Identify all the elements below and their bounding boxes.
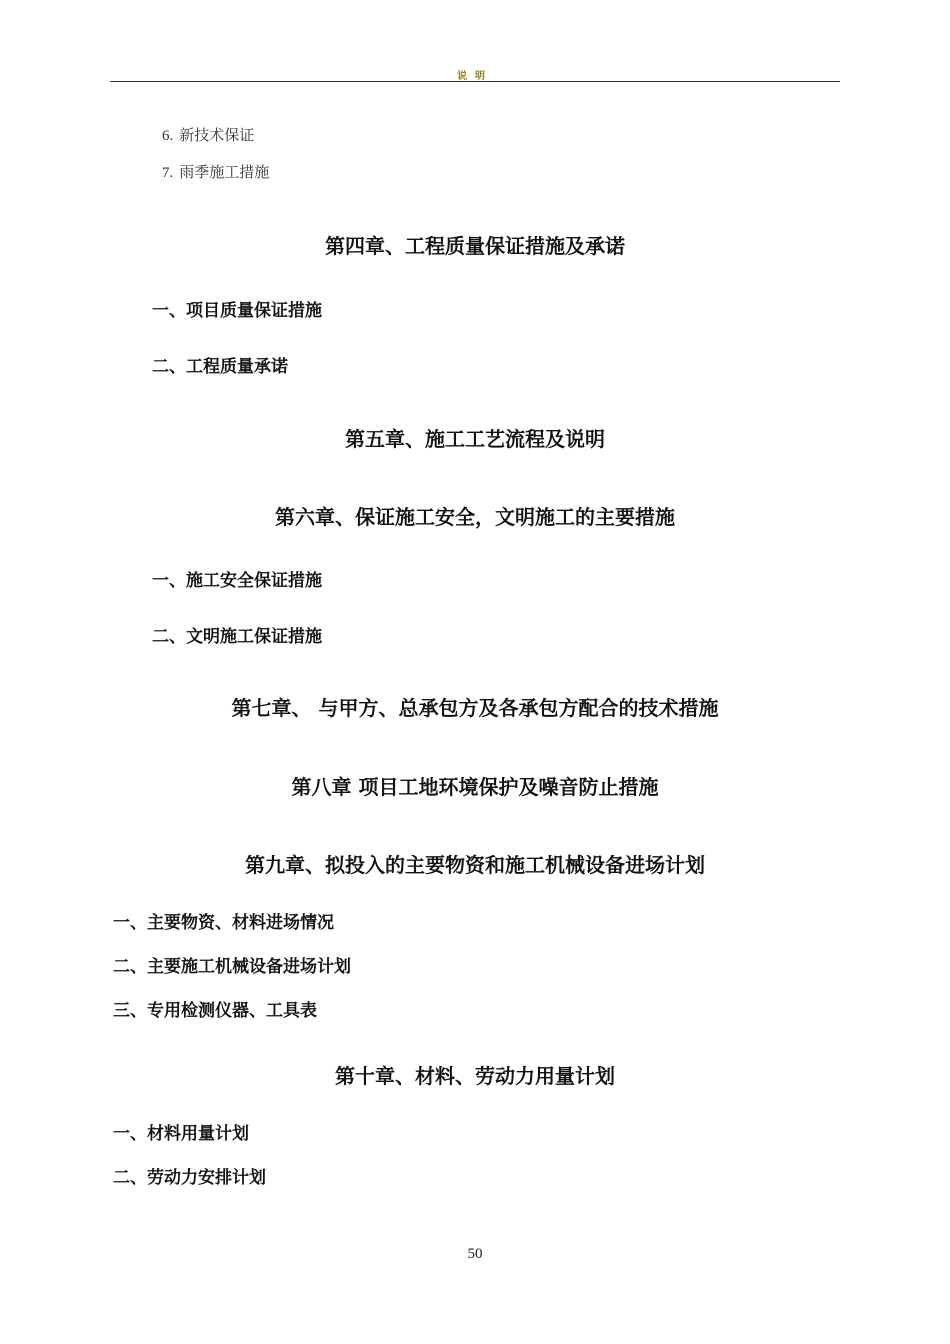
running-header: 说明 [457, 71, 493, 82]
chapter-title-4: 第四章、工程质量保证措施及承诺 [325, 234, 625, 258]
chapter-title-5: 第五章、施工工艺流程及说明 [345, 427, 605, 451]
list-item-number: 7. [162, 165, 174, 181]
list-item [162, 161, 269, 182]
chapter-title-10: 第十章、材料、劳动力用量计划 [335, 1064, 615, 1088]
section-heading: 三、专用检测仪器、工具表 [113, 1001, 317, 1021]
list-item-text: 雨季施工措施 [179, 163, 270, 181]
section-heading: 一、项目质量保证措施 [152, 301, 322, 321]
section-heading: 二、劳动力安排计划 [113, 1168, 266, 1188]
chapter-title-9: 第九章、拟投入的主要物资和施工机械设备进场计划 [245, 853, 705, 877]
page-number: 50 [467, 1246, 483, 1262]
list-item-number: 6. [162, 128, 174, 144]
chapter-title-8: 第八章 项目工地环境保护及噪音防止措施 [291, 775, 659, 799]
header-divider [110, 81, 840, 82]
chapter-title-6: 第六章、保证施工安全，文明施工的主要措施 [275, 505, 675, 529]
section-heading: 一、材料用量计划 [113, 1124, 249, 1144]
list-item-text: 新技术保证 [179, 126, 255, 144]
section-heading: 二、主要施工机械设备进场计划 [113, 957, 351, 977]
section-heading: 一、施工安全保证措施 [152, 571, 322, 591]
section-heading: 二、文明施工保证措施 [152, 627, 322, 647]
list-item [162, 124, 254, 145]
section-heading: 一、主要物资、材料进场情况 [113, 913, 334, 933]
chapter-title-7: 第七章、 与甲方、总承包方及各承包方配合的技术措施 [231, 696, 719, 720]
section-heading: 二、工程质量承诺 [152, 357, 288, 377]
